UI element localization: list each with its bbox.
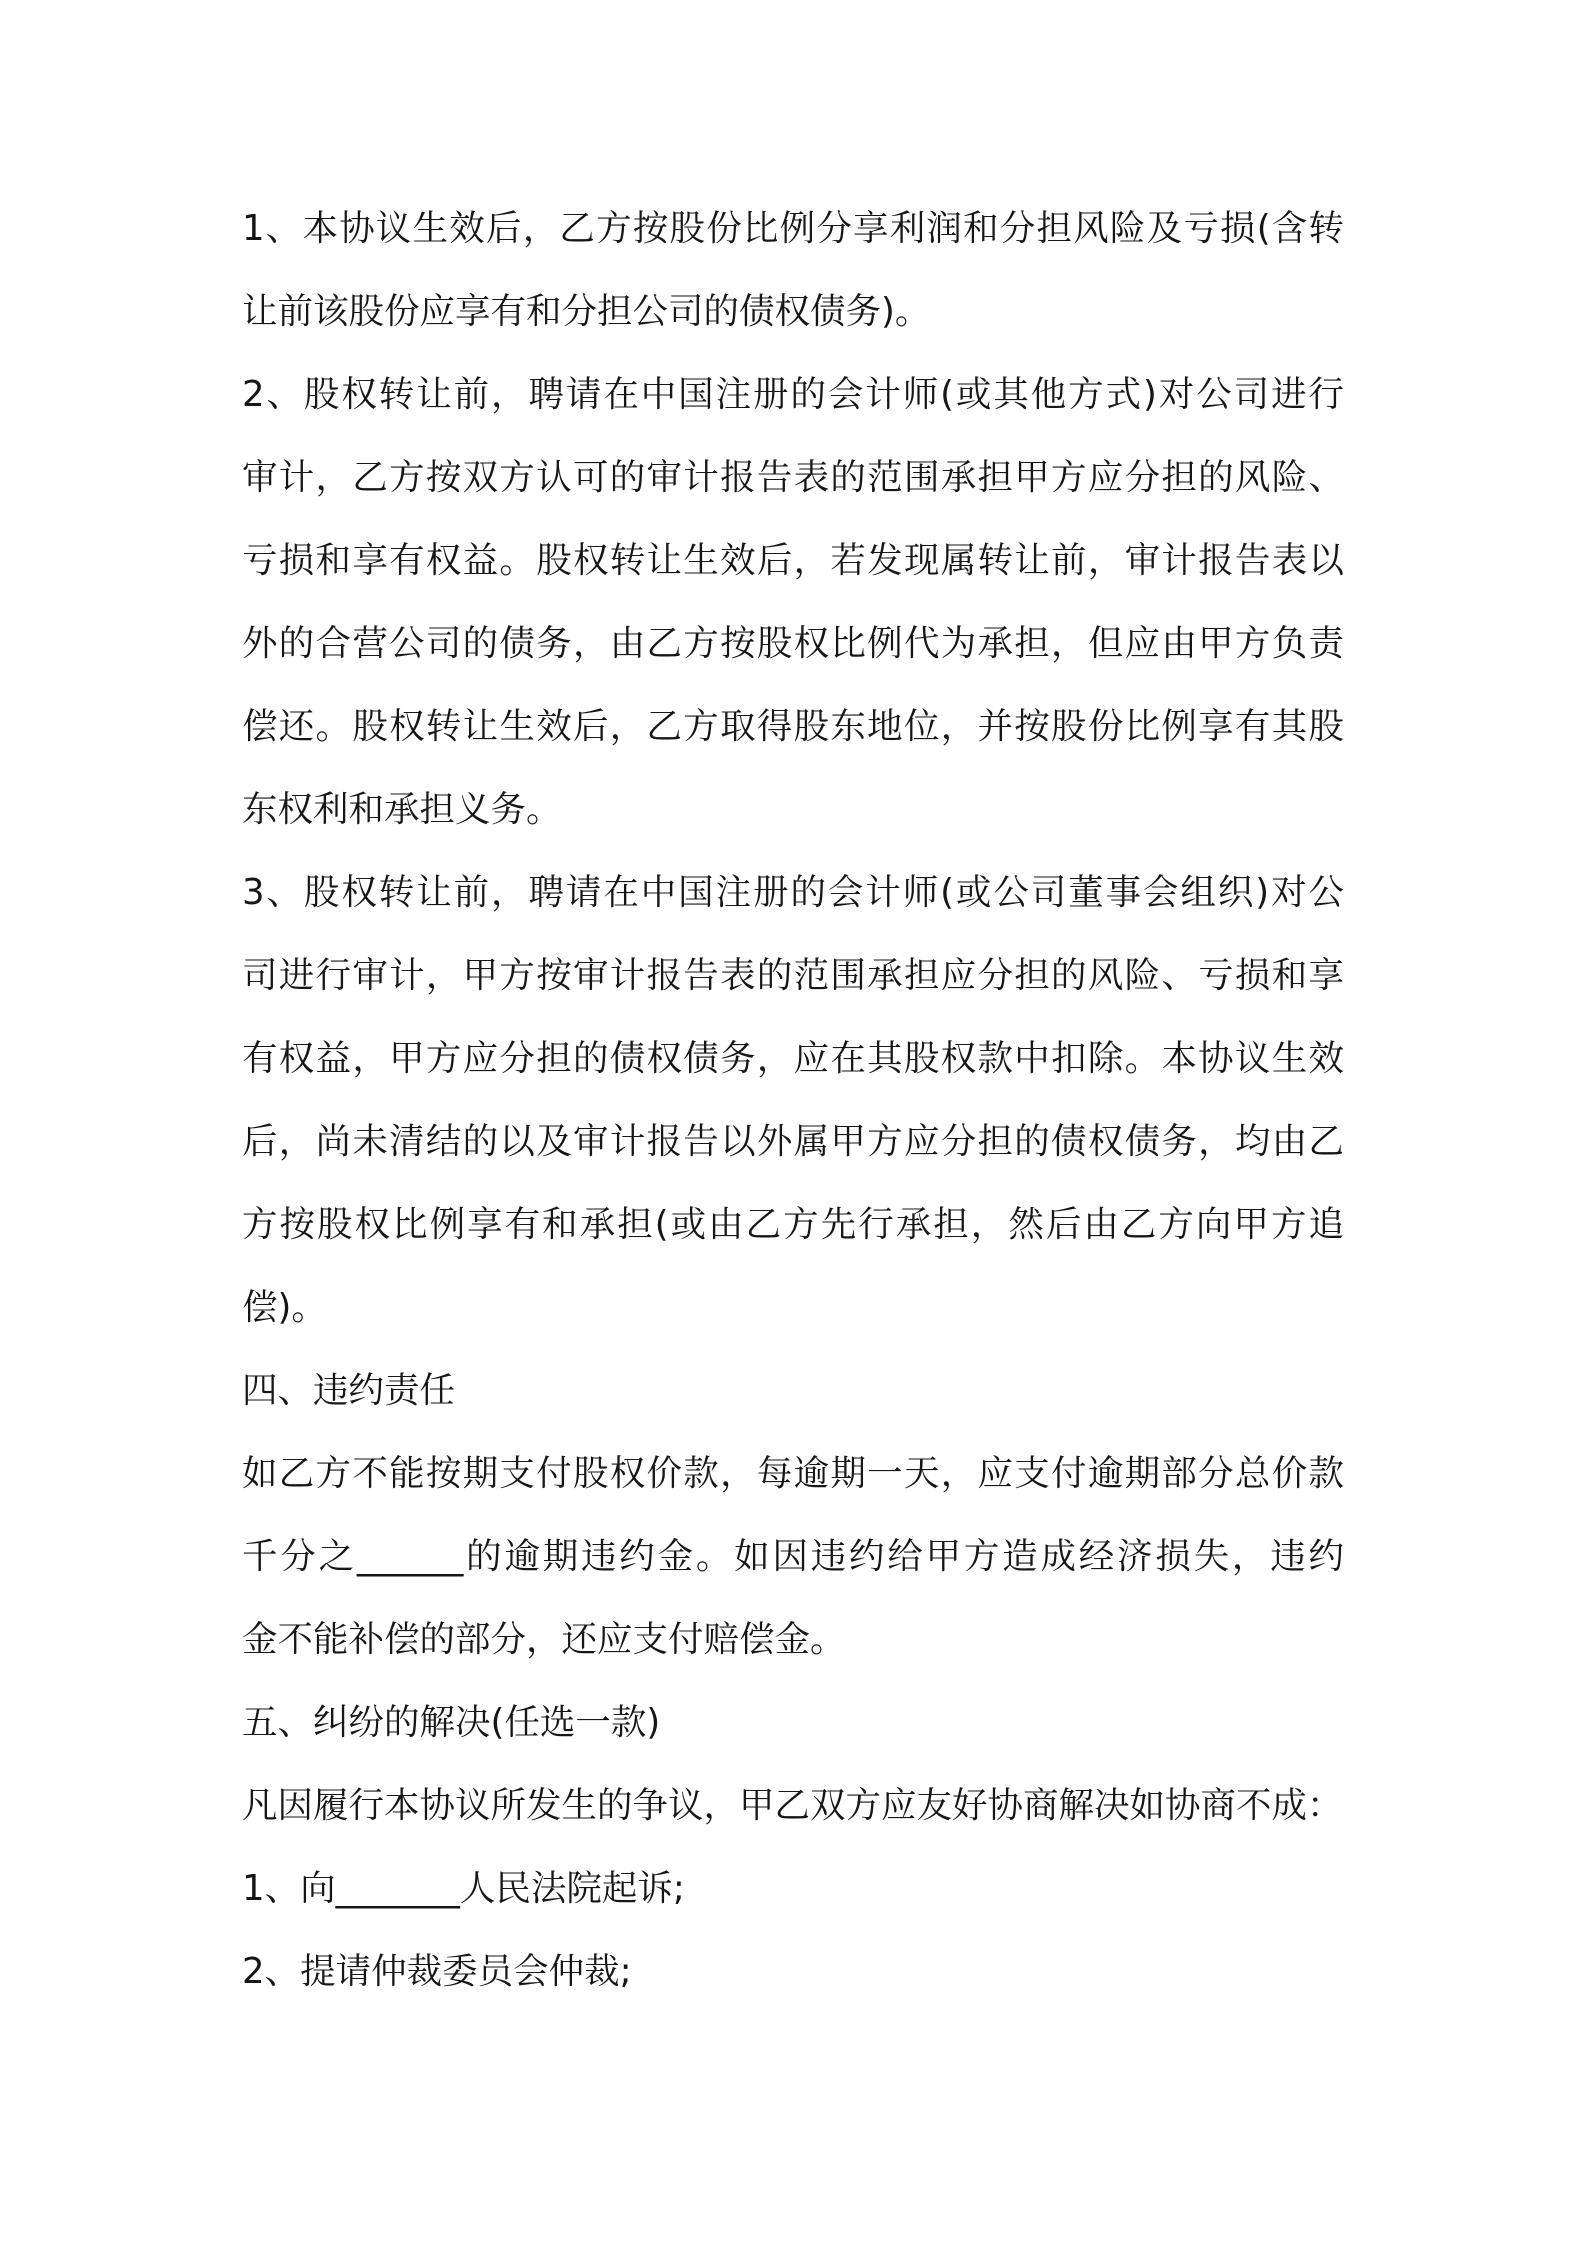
text-line: 金不能补偿的部分，还应支付赔偿金。 [242, 1619, 846, 1660]
text-line: 让前该股份应享有和分担公司的债权债务)。 [242, 291, 931, 332]
text-line: 千分之______的逾期违约金。如因违约给甲方造成经济损失，违约 [242, 1536, 1344, 1577]
text-line: 后，尚未清结的以及审计报告以外属甲方应分担的债权债务，均由乙 [242, 1121, 1344, 1162]
text-line: 偿)。 [242, 1287, 327, 1328]
document-body [242, 187, 1344, 2013]
clause-2 [242, 353, 1344, 851]
dispute-option-court [242, 1847, 1344, 1930]
dispute-intro-paragraph [242, 1764, 1344, 1847]
text-line: 外的合营公司的债务，由乙方按股权比例代为承担，但应由甲方负责 [242, 623, 1344, 664]
section-heading-dispute-resolution [242, 1681, 1344, 1764]
text-line: 2、股权转让前，聘请在中国注册的会计师(或其他方式)对公司进行 [242, 374, 1344, 415]
text-line: 审计，乙方按双方认可的审计报告表的范围承担甲方应分担的风险、 [242, 457, 1344, 498]
breach-liability-paragraph [242, 1432, 1344, 1681]
clause-3 [242, 851, 1344, 1349]
dispute-option-arbitration [242, 1930, 1344, 2013]
text-line: 方按股权比例享有和承担(或由乙方先行承担，然后由乙方向甲方追 [242, 1204, 1344, 1245]
text-line: 东权利和承担义务。 [242, 789, 562, 830]
text-line: 1、本协议生效后，乙方按股份比例分享利润和分担风险及亏损(含转 [242, 208, 1344, 249]
text-line: 偿还。股权转让生效后，乙方取得股东地位，并按股份比例享有其股 [242, 706, 1344, 747]
section-heading: 四、违约责任 [242, 1370, 456, 1411]
text-line: 有权益，甲方应分担的债权债务，应在其股权款中扣除。本协议生效 [242, 1038, 1344, 1079]
section-heading-breach-liability [242, 1349, 1344, 1432]
text-line: 亏损和享有权益。股权转让生效后，若发现属转让前，审计报告表以 [242, 540, 1344, 581]
text-line: 凡因履行本协议所发生的争议，甲乙双方应友好协商解决如协商不成： [242, 1785, 1343, 1826]
text-line: 如乙方不能按期支付股权价款，每逾期一天，应支付逾期部分总价款 [242, 1453, 1344, 1494]
text-line: 司进行审计，甲方按审计报告表的范围承担应分担的风险、亏损和享 [242, 955, 1344, 996]
text-line: 2、提请仲裁委员会仲裁; [242, 1951, 632, 1992]
clause-1 [242, 187, 1344, 353]
text-line: 1、向_______人民法院起诉; [242, 1868, 685, 1909]
text-line: 3、股权转让前，聘请在中国注册的会计师(或公司董事会组织)对公 [242, 872, 1344, 913]
section-heading: 五、纠纷的解决(任选一款) [242, 1702, 661, 1743]
